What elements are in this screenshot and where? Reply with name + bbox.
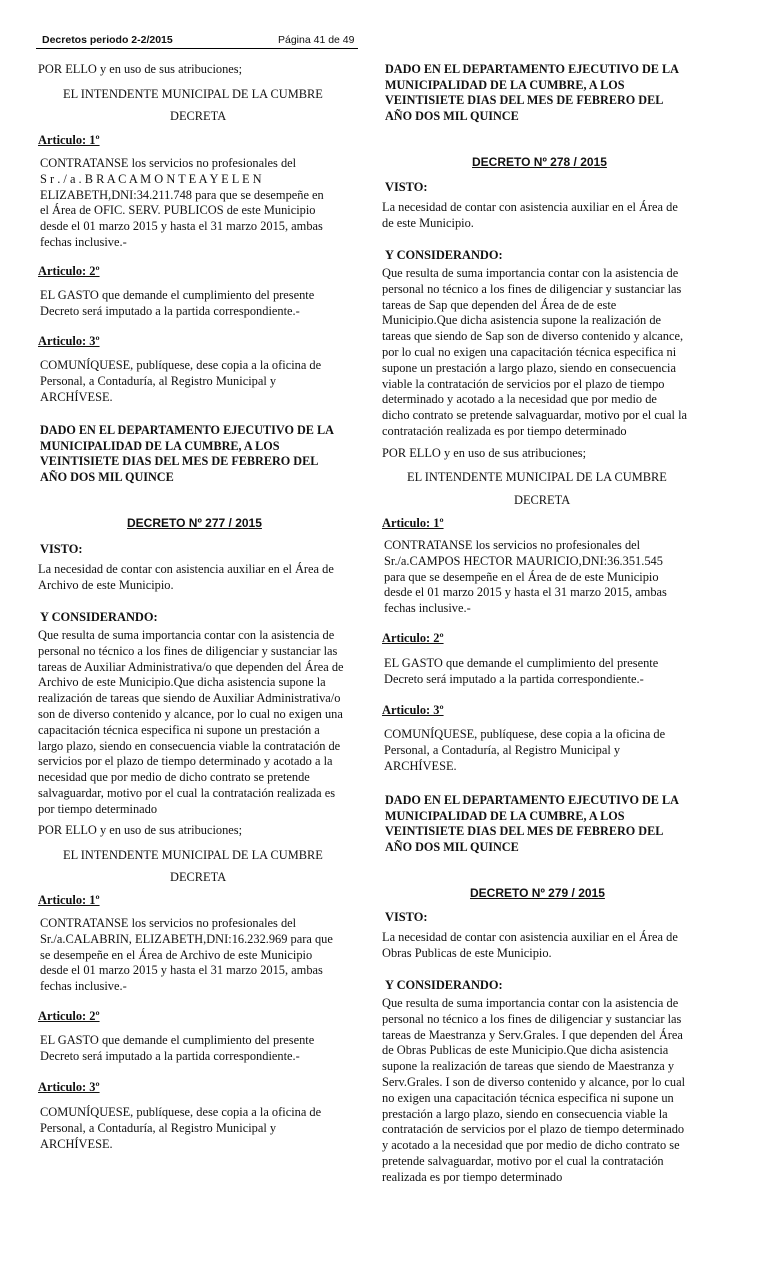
text-line: Personal, a Contaduría, al Registro Municipal y <box>40 373 277 388</box>
article-1-title: Articulo: 1º <box>38 893 100 907</box>
article-2-body <box>384 656 658 688</box>
decree-278-title: DECRETO Nº 278 / 2015 <box>472 155 607 169</box>
text-line: COMUNÍQUESE, publíquese, dese copia a la oficina de <box>384 727 666 741</box>
article-1-title: Articulo: 1º <box>382 516 444 530</box>
intendente-heading: EL INTENDENTE MUNICIPAL DE LA CUMBRE <box>63 87 323 101</box>
text-line: contratación realizada es por tiempo determinado <box>382 423 627 438</box>
por-ello-text: POR ELLO y en uso de sus atribuciones; <box>382 446 587 460</box>
article-1-body <box>40 916 333 995</box>
text-line: por tiempo determinado <box>38 801 158 816</box>
text-line: contratación de servicios por el plazo de tiempo determinado <box>382 1122 685 1137</box>
text-line: Decreto será imputado a la partida correspondiente.- <box>40 1048 300 1063</box>
text-line: DADO EN EL DEPARTAMENTO EJECUTIVO DE LA <box>40 423 334 437</box>
considerando-body <box>38 628 344 818</box>
text-line: Que resulta de suma importancia contar con la asistencia de <box>382 996 679 1010</box>
article-3-title: Articulo: 3º <box>382 703 444 717</box>
article-2-title: Articulo: 2º <box>38 1009 100 1023</box>
text-line: salvaguardar, motivo por el cual la contratación realizada es <box>38 785 336 800</box>
article-3-body <box>40 358 321 405</box>
text-line: La necesidad de contar con asistencia auxiliar en el Área de <box>382 930 678 944</box>
text-line: Que resulta de suma importancia contar con la asistencia de <box>38 628 335 642</box>
text-line: ELIZABETH,DNI:34.211.748 para que se desempeñe en <box>40 187 324 202</box>
text-line: Personal, a Contaduría, al Registro Municipal y <box>384 742 621 757</box>
visto-body <box>382 200 678 232</box>
text-line: MUNICIPALIDAD DE LA CUMBRE, A LOS <box>385 77 625 92</box>
text-line: DADO EN EL DEPARTAMENTO EJECUTIVO DE LA <box>385 793 679 807</box>
text-line: fechas inclusive.- <box>40 979 127 994</box>
intendente-heading: EL INTENDENTE MUNICIPAL DE LA CUMBRE <box>63 848 323 862</box>
decree-279-title: DECRETO Nº 279 / 2015 <box>470 886 605 900</box>
text-line: el Área de OFIC. SERV. PUBLICOS de este Municipio <box>40 203 316 218</box>
por-ello-text: POR ELLO y en uso de sus atribuciones; <box>38 62 243 76</box>
text-line: por lo cual no exigen una capacitación técnica especifica ni <box>382 344 677 359</box>
text-line: de Obras Publicas de este Municipio.Que dicha asistencia <box>382 1043 669 1058</box>
intendente-heading: EL INTENDENTE MUNICIPAL DE LA CUMBRE <box>407 470 667 484</box>
por-ello-text: POR ELLO y en uso de sus atribuciones; <box>38 823 243 837</box>
text-line: supone la realización de tareas que siendo de Maestranza y <box>382 1059 675 1074</box>
text-line: Serv.Grales. I son de diverso contenido y alcance, por lo cual <box>382 1074 686 1089</box>
text-line: dicho contrato se pretende salvaguardar, motivo por el cual la <box>382 408 688 423</box>
text-line: CONTRATANSE los servicios no profesionales del <box>40 916 297 930</box>
text-line: fechas inclusive.- <box>384 601 471 616</box>
text-line: ARCHÍVESE. <box>40 389 113 404</box>
decreta-heading: DECRETA <box>170 870 227 884</box>
text-line: La necesidad de contar con asistencia auxiliar en el Área de <box>38 562 334 576</box>
text-line: Que resulta de suma importancia contar con la asistencia de <box>382 266 679 280</box>
text-line: tareas de Auxiliar Administrativa/o que dependen del Área de <box>38 659 344 674</box>
text-line: DADO EN EL DEPARTAMENTO EJECUTIVO DE LA <box>385 62 679 76</box>
text-line: son de diverso contenido y alcance, por lo cual no exigen una <box>38 706 343 721</box>
text-line: La necesidad de contar con asistencia auxiliar en el Área de <box>382 200 678 214</box>
dado-en-block <box>385 793 679 855</box>
text-line: personal no técnico a los fines de diligenciar y sustanciar las <box>382 281 682 296</box>
visto-label: VISTO: <box>385 180 428 194</box>
text-line: VEINTISIETE DIAS DEL MES DE FEBRERO DEL <box>385 93 664 108</box>
text-line: tareas de Sap que dependen del Área de de este <box>382 297 617 312</box>
decree-277-title: DECRETO Nº 277 / 2015 <box>127 516 262 530</box>
text-line: COMUNÍQUESE, publíquese, dese copia a la oficina de <box>40 1105 322 1119</box>
text-line: VEINTISIETE DIAS DEL MES DE FEBRERO DEL <box>40 454 319 469</box>
dado-en-block <box>385 62 679 124</box>
text-line: EL GASTO que demande el cumplimiento del presente <box>384 656 659 670</box>
header-page-number: Página 41 de 49 <box>278 34 355 46</box>
considerando-body <box>382 996 685 1186</box>
article-3-title: Articulo: 3º <box>38 1080 100 1094</box>
considerando-label: Y CONSIDERANDO: <box>40 610 158 624</box>
text-line: ARCHÍVESE. <box>384 758 457 773</box>
text-line: ARCHÍVESE. <box>40 1136 113 1151</box>
text-line: para que se desempeñe en el Área de de este Municipio <box>384 569 659 584</box>
header-doc-title: Decretos periodo 2-2/2015 <box>42 34 173 46</box>
text-line: desde el 01 marzo 2015 y hasta el 31 marzo 2015, ambas <box>40 219 323 234</box>
visto-label: VISTO: <box>40 542 83 556</box>
text-line: Decreto será imputado a la partida correspondiente.- <box>384 671 644 686</box>
dado-en-block <box>40 423 334 485</box>
article-2-body <box>40 1033 314 1065</box>
text-line: tareas que siendo de Sap son de diverso contenido y alcance, <box>382 329 684 344</box>
decreta-heading: DECRETA <box>170 109 227 123</box>
text-line: realizada es por tiempo determinado <box>382 1169 563 1184</box>
considerando-body <box>382 266 687 440</box>
article-3-body <box>384 727 665 774</box>
text-line: realización de tareas que siendo de Auxiliar Administrativa/o <box>38 691 341 706</box>
text-line: Personal, a Contaduría, al Registro Municipal y <box>40 1120 277 1135</box>
article-1-body <box>40 156 324 251</box>
text-line: tareas de Maestranza y Serv.Grales. I que dependen del Área <box>382 1027 683 1042</box>
text-line: desde el 01 marzo 2015 y hasta el 31 marzo 2015, ambas <box>40 963 323 978</box>
text-line: VEINTISIETE DIAS DEL MES DE FEBRERO DEL <box>385 824 664 839</box>
considerando-label: Y CONSIDERANDO: <box>385 248 503 262</box>
article-3-body <box>40 1105 321 1152</box>
text-line: pretende salvaguardar, motivo por el cual la contratación <box>382 1153 664 1168</box>
text-line: COMUNÍQUESE, publíquese, dese copia a la oficina de <box>40 358 322 372</box>
text-line: EL GASTO que demande el cumplimiento del presente <box>40 1033 315 1047</box>
text-line: no exigen una capacitación técnica especifica ni supone un <box>382 1090 674 1105</box>
article-1-title: Articulo: 1º <box>38 133 100 147</box>
considerando-label: Y CONSIDERANDO: <box>385 978 503 992</box>
text-line: necesidad que por medio de dicho contrato se pretende <box>38 770 310 785</box>
text-line: S r . / a . B R A C A M O N T E A Y E L E N <box>40 171 262 186</box>
text-line: capacitación técnica especifica ni supone un prestación a <box>38 722 320 737</box>
visto-body <box>382 930 678 962</box>
article-3-title: Articulo: 3º <box>38 334 100 348</box>
text-line: Sr./a.CALABRIN, ELIZABETH,DNI:16.232.969 para que <box>40 931 333 946</box>
text-line: y acotado a la necesidad que por medio de dicho contrato se <box>382 1138 680 1153</box>
article-2-title: Articulo: 2º <box>38 264 100 278</box>
text-line: desde el 01 marzo 2015 y hasta el 31 marzo 2015, ambas <box>384 585 667 600</box>
text-line: MUNICIPALIDAD DE LA CUMBRE, A LOS <box>385 808 625 823</box>
article-2-title: Articulo: 2º <box>382 631 444 645</box>
text-line: Archivo de este Municipio. <box>38 577 174 592</box>
text-line: Sr./a.CAMPOS HECTOR MAURICIO,DNI:36.351.545 <box>384 553 663 568</box>
text-line: fechas inclusive.- <box>40 234 127 249</box>
text-line: Obras Publicas de este Municipio. <box>382 945 552 960</box>
article-2-body <box>40 288 314 320</box>
text-line: AÑO DOS MIL QUINCE <box>385 108 519 123</box>
decreta-heading: DECRETA <box>514 493 571 507</box>
text-line: personal no técnico a los fines de diligenciar y sustanciar las <box>382 1011 682 1026</box>
text-line: supone un prestación a largo plazo, siendo en consecuencia <box>382 360 676 375</box>
text-line: AÑO DOS MIL QUINCE <box>40 469 174 484</box>
text-line: se desempeñe en el Área de Archivo de este Municipio <box>40 947 313 962</box>
text-line: de este Municipio. <box>382 215 474 230</box>
text-line: prestación a largo plazo, siendo en consecuencia viable la <box>382 1106 668 1121</box>
text-line: personal no técnico a los fines de diligenciar y sustanciar las <box>38 643 338 658</box>
visto-body <box>38 562 334 594</box>
header-divider <box>36 48 358 49</box>
text-line: EL GASTO que demande el cumplimiento del presente <box>40 288 315 302</box>
text-line: Archivo de este Municipio.Que dicha asistencia supone la <box>38 675 326 690</box>
article-1-body <box>384 538 667 617</box>
text-line: determinado y acotado a la necesidad que por medio de <box>382 392 657 407</box>
text-line: Municipio.Que dicha asistencia supone la realización de <box>382 313 662 328</box>
text-line: CONTRATANSE los servicios no profesionales del <box>40 156 297 170</box>
text-line: MUNICIPALIDAD DE LA CUMBRE, A LOS <box>40 438 280 453</box>
text-line: largo plazo, siendo en consecuencia viable la contratación de <box>38 738 341 753</box>
text-line: CONTRATANSE los servicios no profesionales del <box>384 538 641 552</box>
text-line: AÑO DOS MIL QUINCE <box>385 839 519 854</box>
text-line: Decreto será imputado a la partida correspondiente.- <box>40 303 300 318</box>
text-line: servicios por el plazo de tiempo determinado y acotado a la <box>38 754 333 769</box>
visto-label: VISTO: <box>385 910 428 924</box>
text-line: viable la contratación de servicios por el plazo de tiempo <box>382 376 665 391</box>
